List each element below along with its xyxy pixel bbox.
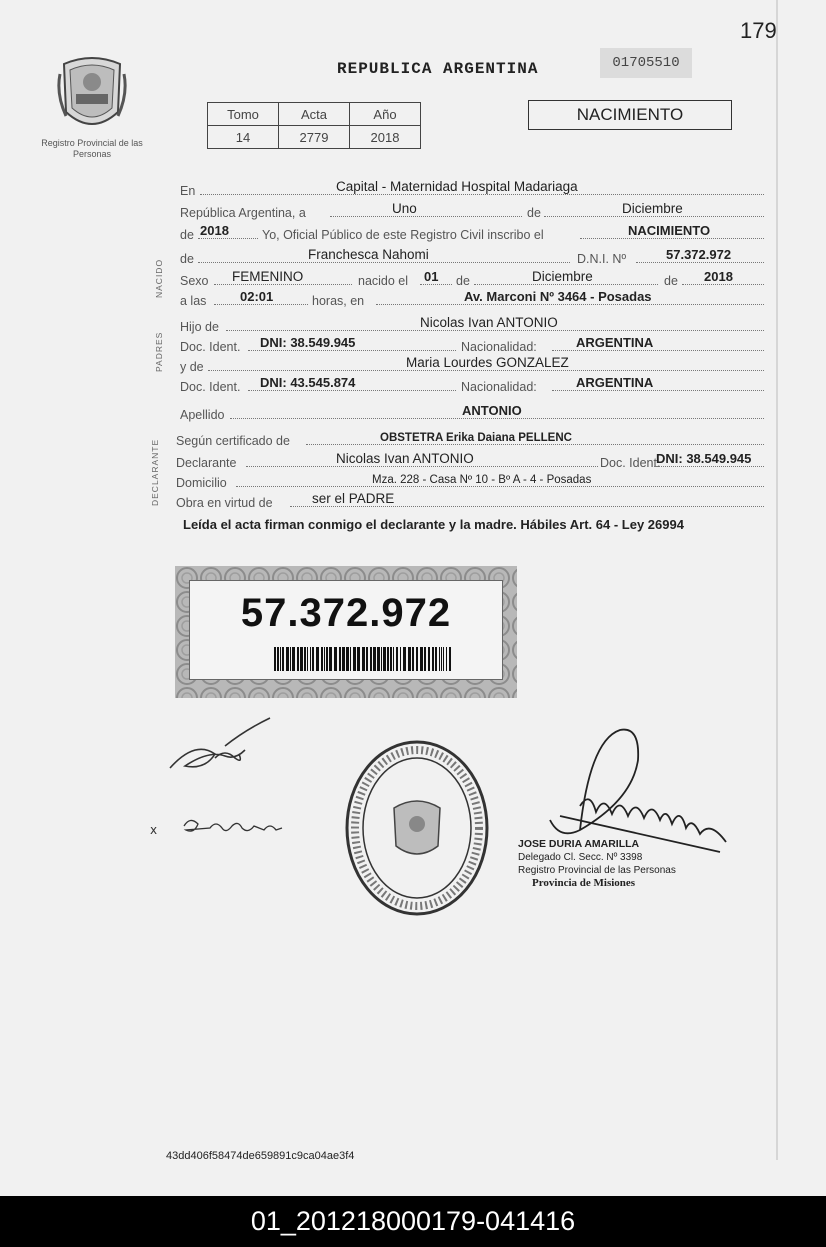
dni-card-inner xyxy=(189,580,503,680)
born-label: nacido el xyxy=(358,274,409,288)
sex-value: FEMENINO xyxy=(232,269,304,284)
mother-nationality-value: ARGENTINA xyxy=(576,375,654,390)
birth-day-value: 01 xyxy=(424,269,439,284)
barcode-icon xyxy=(274,647,454,671)
father-name-value: Nicolas Ivan ANTONIO xyxy=(420,315,558,330)
registry-header-ano: Año xyxy=(350,103,421,126)
form-row-by-virtue xyxy=(176,491,764,510)
official-name: JOSE DURIA AMARILLA xyxy=(518,838,640,850)
record-type-box: NACIMIENTO xyxy=(528,100,732,130)
doc-ident-label: Doc. Ident. xyxy=(180,340,241,354)
dni-card xyxy=(175,566,517,698)
day-words-value: Uno xyxy=(392,201,417,216)
form-row-time xyxy=(180,290,764,308)
page-edge xyxy=(776,0,778,1160)
by-virtue-value: ser el PADRE xyxy=(312,491,395,506)
republica-label: República Argentina, a xyxy=(180,206,306,220)
form-row-date xyxy=(180,202,764,220)
surname-value: ANTONIO xyxy=(462,403,522,418)
registry-value-tomo: 14 xyxy=(208,126,279,149)
declarant-signature xyxy=(165,710,275,780)
hours-label: horas, en xyxy=(312,294,365,308)
declarant-name-value: Nicolas Ivan ANTONIO xyxy=(336,451,474,466)
birth-month-value: Diciembre xyxy=(532,269,593,284)
de-label-5: de xyxy=(664,274,678,288)
name-value: Franchesca Nahomi xyxy=(308,247,429,262)
form-row-father xyxy=(180,316,764,334)
svg-text:x: x xyxy=(150,823,158,837)
seal-caption: Registro Provincial de las Personas xyxy=(41,138,143,159)
de-label-3: de xyxy=(180,252,194,266)
official-province: Provincia de Misiones xyxy=(532,877,636,889)
dni-label: D.N.I. Nº xyxy=(577,252,627,266)
official-text: Yo, Oficial Público de este Registro Civil inscribo el xyxy=(262,228,544,242)
inscription-value: NACIMIENTO xyxy=(628,223,711,238)
sex-label: Sexo xyxy=(180,274,209,288)
time-label: a las xyxy=(180,294,207,308)
year-value: 2018 xyxy=(200,223,229,238)
form-row-place xyxy=(180,180,764,198)
declarant-dni-value: DNI: 38.549.945 xyxy=(656,451,752,466)
surname-label: Apellido xyxy=(180,408,225,422)
dni-value: 57.372.972 xyxy=(666,247,732,262)
father-dni-value: DNI: 38.549.945 xyxy=(260,335,356,350)
section-label-parents: PADRES xyxy=(154,331,164,372)
registry-value-acta: 2779 xyxy=(279,126,350,149)
province-seal-icon xyxy=(56,54,128,136)
de-label: de xyxy=(527,206,541,220)
registry-header-acta: Acta xyxy=(279,103,350,126)
birth-address-value: Av. Marconi Nº 3464 - Posadas xyxy=(464,289,652,304)
form-row-sex xyxy=(180,270,764,288)
page-number: 179 xyxy=(740,18,777,43)
document-hash: 43dd406f58474de659891c9ca04ae3f4 xyxy=(166,1150,355,1162)
official-office: Registro Provincial de las Personas xyxy=(518,865,676,876)
de-label-2: de xyxy=(180,228,194,242)
form-row-domicile xyxy=(176,472,764,490)
nationality-label: Nacionalidad: xyxy=(461,340,537,354)
nationality-label-2: Nacionalidad: xyxy=(461,380,537,394)
domicile-value: Mza. 228 - Casa Nº 10 - Bº A - 4 - Posadas xyxy=(372,474,592,486)
father-nationality-value: ARGENTINA xyxy=(576,335,654,350)
birth-year-value: 2018 xyxy=(704,269,733,284)
official-block xyxy=(518,838,718,890)
de-label-4: de xyxy=(456,274,470,288)
official-role: Delegado Cl. Secc. Nº 3398 xyxy=(518,852,643,863)
declarant-label: Declarante xyxy=(176,456,237,470)
mother-name-value: Maria Lourdes GONZALEZ xyxy=(406,355,569,370)
form-row-mother xyxy=(180,356,764,374)
official-stamp xyxy=(342,738,492,918)
certificate-label: Según certificado de xyxy=(176,434,290,448)
month-value: Diciembre xyxy=(622,201,683,216)
and-label: y de xyxy=(180,360,204,374)
form-row-certificate xyxy=(176,430,764,448)
form-row-name xyxy=(180,248,764,266)
dni-card-number: 57.372.972 xyxy=(240,591,452,635)
footer-identifier: 01_201218000179-041416 xyxy=(0,1196,826,1247)
en-label: En xyxy=(180,184,196,198)
section-label-birth: NACIDO xyxy=(154,258,164,298)
registry-table xyxy=(207,102,421,149)
doc-ident-label-3: Doc. Ident. xyxy=(600,456,661,470)
form-row-declarant xyxy=(176,451,764,470)
birth-time-value: 02:01 xyxy=(240,289,274,304)
child-of-label: Hijo de xyxy=(180,320,219,334)
form-row-surname xyxy=(180,404,764,422)
form-row-official xyxy=(180,224,764,242)
certificate-value: OBSTETRA Erika Daiana PELLENC xyxy=(380,432,572,444)
header-title: REPUBLICA ARGENTINA xyxy=(337,60,539,78)
registry-header-tomo: Tomo xyxy=(208,103,279,126)
place-value: Capital - Maternidad Hospital Madariaga xyxy=(336,179,578,194)
mother-dni-value: DNI: 43.545.874 xyxy=(260,375,356,390)
registry-value-ano: 2018 xyxy=(350,126,421,149)
mother-signature xyxy=(150,808,290,844)
domicile-label: Domicilio xyxy=(176,476,227,490)
serial-number: 01705510 xyxy=(600,48,692,78)
closing-note: Leída el acta firman conmigo el declarante y la madre. Hábiles Art. 64 - Ley 26994 xyxy=(183,517,684,532)
form-row-father-doc xyxy=(180,336,764,354)
doc-ident-label-2: Doc. Ident. xyxy=(180,380,241,394)
form-row-mother-doc xyxy=(180,376,764,394)
section-label-declarant: DECLARANTE xyxy=(150,438,160,506)
by-virtue-label: Obra en virtud de xyxy=(176,496,273,510)
